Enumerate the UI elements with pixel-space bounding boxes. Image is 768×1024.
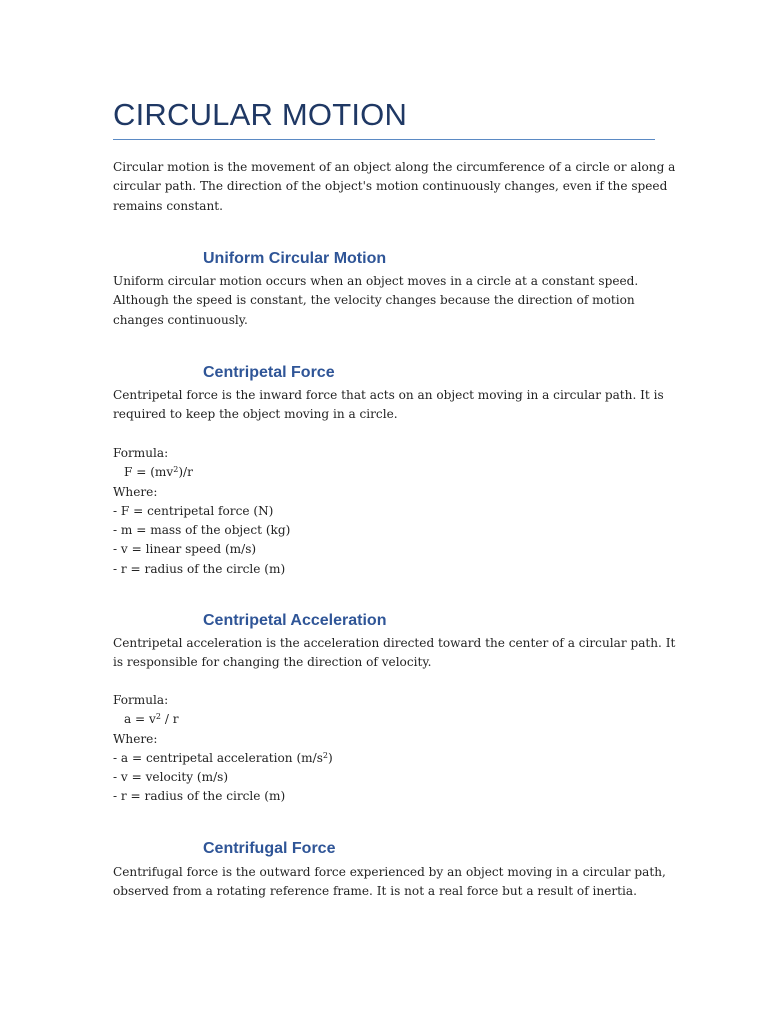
paragraph-line: Centripetal force is the inward force that acts on an object moving in a circular path. It is <box>113 388 664 402</box>
intro-line: Circular motion is the movement of an object along the circumference of a circle or along a <box>113 160 676 174</box>
section-heading-centripetal-force: Centripetal Force <box>203 364 335 381</box>
centripetal-force-paragraph <box>113 386 664 425</box>
definition-item: - F = centripetal force (N) <box>113 503 274 518</box>
section-heading-centripetal-acceleration: Centripetal Acceleration <box>203 612 387 629</box>
centripetal-force-formula <box>113 463 655 482</box>
paragraph-line: Centrifugal force is the outward force experienced by an object moving in a circular path, <box>113 865 666 879</box>
centripetal-force-formula-block <box>113 444 655 579</box>
paragraph-line: required to keep the object moving in a circle. <box>113 407 398 422</box>
page-title: CIRCULAR MOTION <box>113 97 408 132</box>
formula-label: Formula: <box>113 446 169 460</box>
formula-exponent: 2 <box>155 712 161 722</box>
formula-part: F = (mv <box>124 465 174 480</box>
definition-item <box>113 749 655 768</box>
intro-paragraph <box>113 158 676 216</box>
centripetal-acceleration-formula-block <box>113 691 655 807</box>
centrifugal-force-paragraph <box>113 863 666 902</box>
paragraph-line: is responsible for changing the direction of velocity. <box>113 655 432 670</box>
paragraph-line: observed from a rotating reference frame. It is not a real force but a result of inertia. <box>113 884 637 899</box>
formula-exponent: 2 <box>173 465 179 475</box>
centripetal-acceleration-formula <box>113 710 655 729</box>
paragraph-line: Uniform circular motion occurs when an object moves in a circle at a constant speed. <box>113 274 639 288</box>
definition-item: - r = radius of the circle (m) <box>113 561 286 576</box>
formula-label: Formula: <box>113 693 169 707</box>
centripetal-acceleration-paragraph <box>113 634 676 673</box>
definition-item: - v = linear speed (m/s) <box>113 542 257 557</box>
where-label: Where: <box>113 731 158 746</box>
section-heading-centrifugal-force: Centrifugal Force <box>203 840 336 857</box>
formula-part: a = v <box>124 712 156 727</box>
uniform-circular-motion-paragraph <box>113 272 655 330</box>
definition-part: - a = centripetal acceleration (m/s <box>113 750 323 765</box>
section-heading-uniform-circular-motion: Uniform Circular Motion <box>203 250 387 267</box>
title-underline <box>113 139 655 140</box>
definition-item: - r = radius of the circle (m) <box>113 789 286 804</box>
paragraph-line: Although the speed is constant, the velocity changes because the direction of motion <box>113 293 635 308</box>
definition-item: - v = velocity (m/s) <box>113 770 229 785</box>
intro-line: circular path. The direction of the object's motion continuously changes, even if the speed <box>113 179 668 194</box>
formula-part: / r <box>160 712 179 727</box>
paragraph-line: Centripetal acceleration is the acceleration directed toward the center of a circular path. It <box>113 636 676 650</box>
definition-item: - m = mass of the object (kg) <box>113 523 291 538</box>
intro-line: remains constant. <box>113 198 223 213</box>
paragraph-line: changes continuously. <box>113 312 248 327</box>
formula-part: )/r <box>178 465 193 480</box>
definition-part: ) <box>328 750 333 765</box>
definition-exponent: 2 <box>322 750 329 760</box>
where-label: Where: <box>113 484 158 499</box>
